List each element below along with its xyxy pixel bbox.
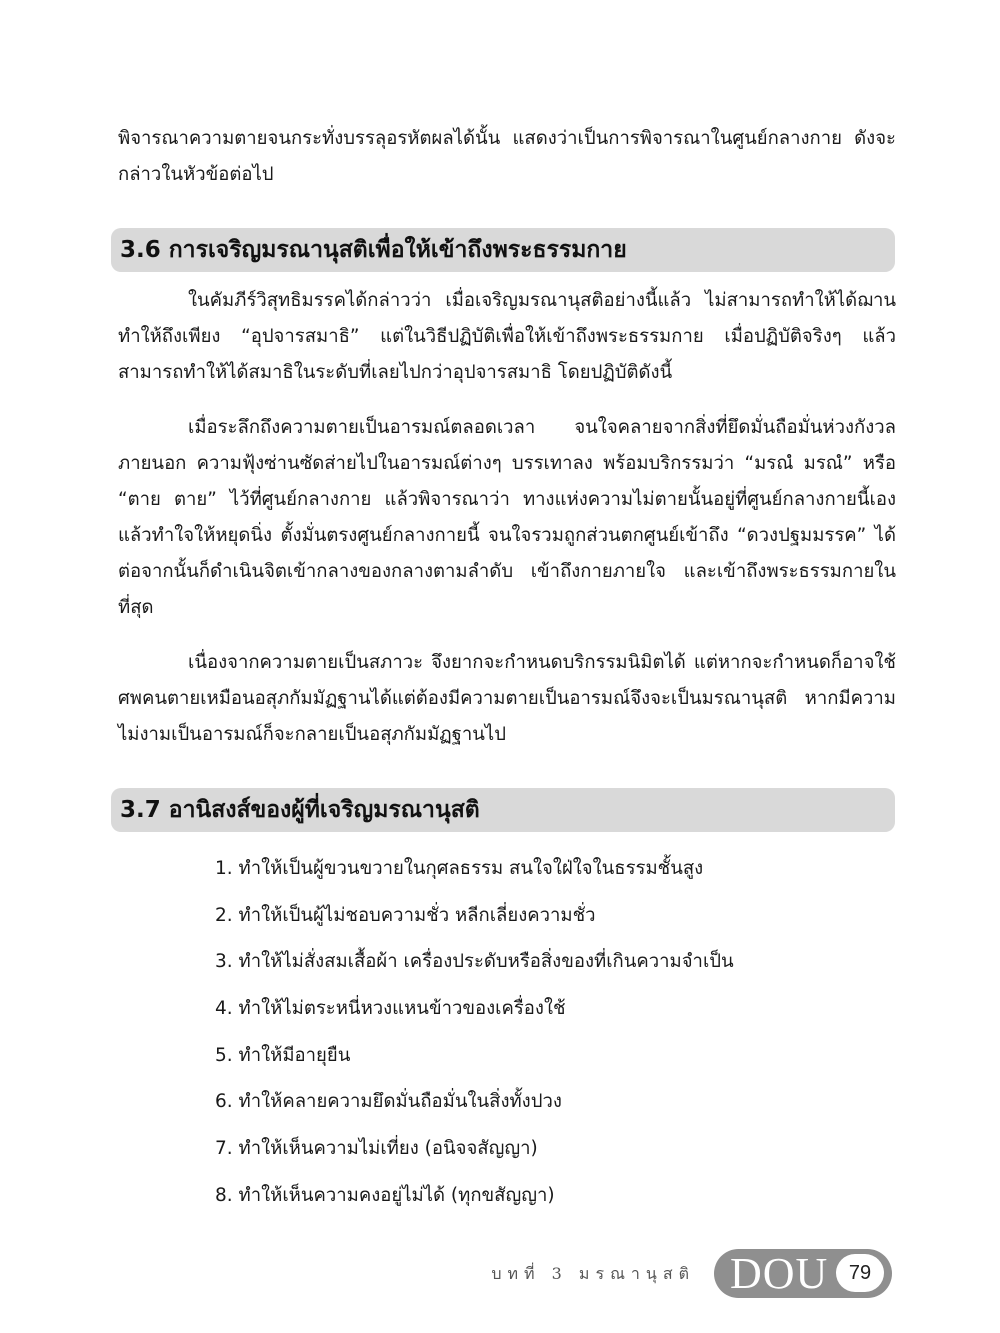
footer-chapter-title: บทที่ 3 มรณานุสติ <box>491 1264 695 1283</box>
section-title: 3.6 การเจริญมรณานุสติเพื่อให้เข้าถึงพระธรรมกาย <box>120 237 627 263</box>
list-item: 7. ทำให้เห็นความไม่เที่ยง (อนิจจสัญญา) <box>215 1138 538 1160</box>
section-heading-3-6 <box>111 228 895 272</box>
list-item: 3. ทำให้ไม่สั่งสมเสื้อผ้า เครื่องประดับหรือสิ่งของที่เกินความจำเป็น <box>215 951 734 973</box>
dou-logo: DOU <box>730 1249 829 1298</box>
list-item: 6. ทำให้คลายความยึดมั่นถือมั่นในสิ่งทั้งปวง <box>215 1091 562 1113</box>
list-item: 4. ทำให้ไม่ตระหนี่หวงแหนข้าวของเครื่องใช้ <box>215 998 566 1020</box>
list-item: 8. ทำให้เห็นความคงอยู่ไม่ได้ (ทุกขสัญญา) <box>215 1184 555 1206</box>
page-number: 79 <box>836 1254 884 1292</box>
list-item: 2. ทำให้เป็นผู้ไม่ชอบความชั่ว หลีกเลี่ยงความชั่ว <box>215 904 596 926</box>
list-item: 5. ทำให้มีอายุยืน <box>215 1044 351 1066</box>
body-paragraph: เนื่องจากความตายเป็นสภาวะ จึงยากจะกำหนดบริกรรมนิมิตได้ แต่หากจะกำหนดก็อาจใช้ศพคนตายเหมือนอสุภกัมมัฏฐานได้แต่ต้องมีความตายเป็นอารมณ์จึงจะเป็นมรณานุสติ หากมีความไม่งามเป็นอารมณ์ก็จะกลายเป็นอสุภกัมมัฏฐานไป <box>118 652 896 745</box>
intro-paragraph: พิจารณาความตายจนกระทั่งบรรลุอรหัตผลได้นั้น แสดงว่าเป็นการพิจารณาในศูนย์กลางกาย ดังจะกล่าวในหัวข้อต่อไป <box>118 128 896 185</box>
section-heading-3-7 <box>111 788 895 832</box>
body-paragraph: เมื่อระลึกถึงความตายเป็นอารมณ์ตลอดเวลา จนใจคลายจากสิ่งที่ยึดมั่นถือมั่นห่วงกังวลภายนอก ความฟุ้งซ่านซัดส่ายไปในอารมณ์ต่างๆ บรรเทาลง พร้อมบริกรรมว่า “มรณํ มรณํ” หรือ “ตาย ตาย” ไว้ที่ศูนย์กลางกาย แล้วพิจารณาว่า ทางแห่งความไม่ตายนั้นอยู่ที่ศูนย์กลางกายนี้เอง แล้วทำใจให้หยุดนิ่ง ตั้งมั่นตรงศูนย์กลางกายนี้ จนใจรวมถูกส่วนตกศูนย์เข้าถึง “ดวงปฐมมรรค” ได้ ต่อจากนั้นก็ดำเนินจิตเข้ากลางของกลางตามลำดับ เข้าถึงกายภายใจ และเข้าถึงพระธรรมกายในที่สุด <box>118 417 896 618</box>
body-paragraph: ในคัมภีร์วิสุทธิมรรคได้กล่าวว่า เมื่อเจริญมรณานุสติอย่างนี้แล้ว ไม่สามารถทำให้ได้ฌาน ทำให้ถึงเพียง “อุปจารสมาธิ” แต่ในวิธีปฏิบัติเพื่อให้เข้าถึงพระธรรมกาย เมื่อปฏิบัติจริงๆ แล้ว สามารถทำให้ได้สมาธิในระดับที่เลยไปกว่าอุปจารสมาธิ โดยปฏิบัติดังนี้ <box>118 290 896 383</box>
benefits-list <box>215 850 895 1224</box>
list-item: 1. ทำให้เป็นผู้ขวนขวายในกุศลธรรม สนใจใฝ่ใจในธรรมชั้นสูง <box>215 858 704 879</box>
section-title: 3.7 อานิสงส์ของผู้ที่เจริญมรณานุสติ <box>120 797 480 823</box>
page-badge <box>714 1249 892 1298</box>
